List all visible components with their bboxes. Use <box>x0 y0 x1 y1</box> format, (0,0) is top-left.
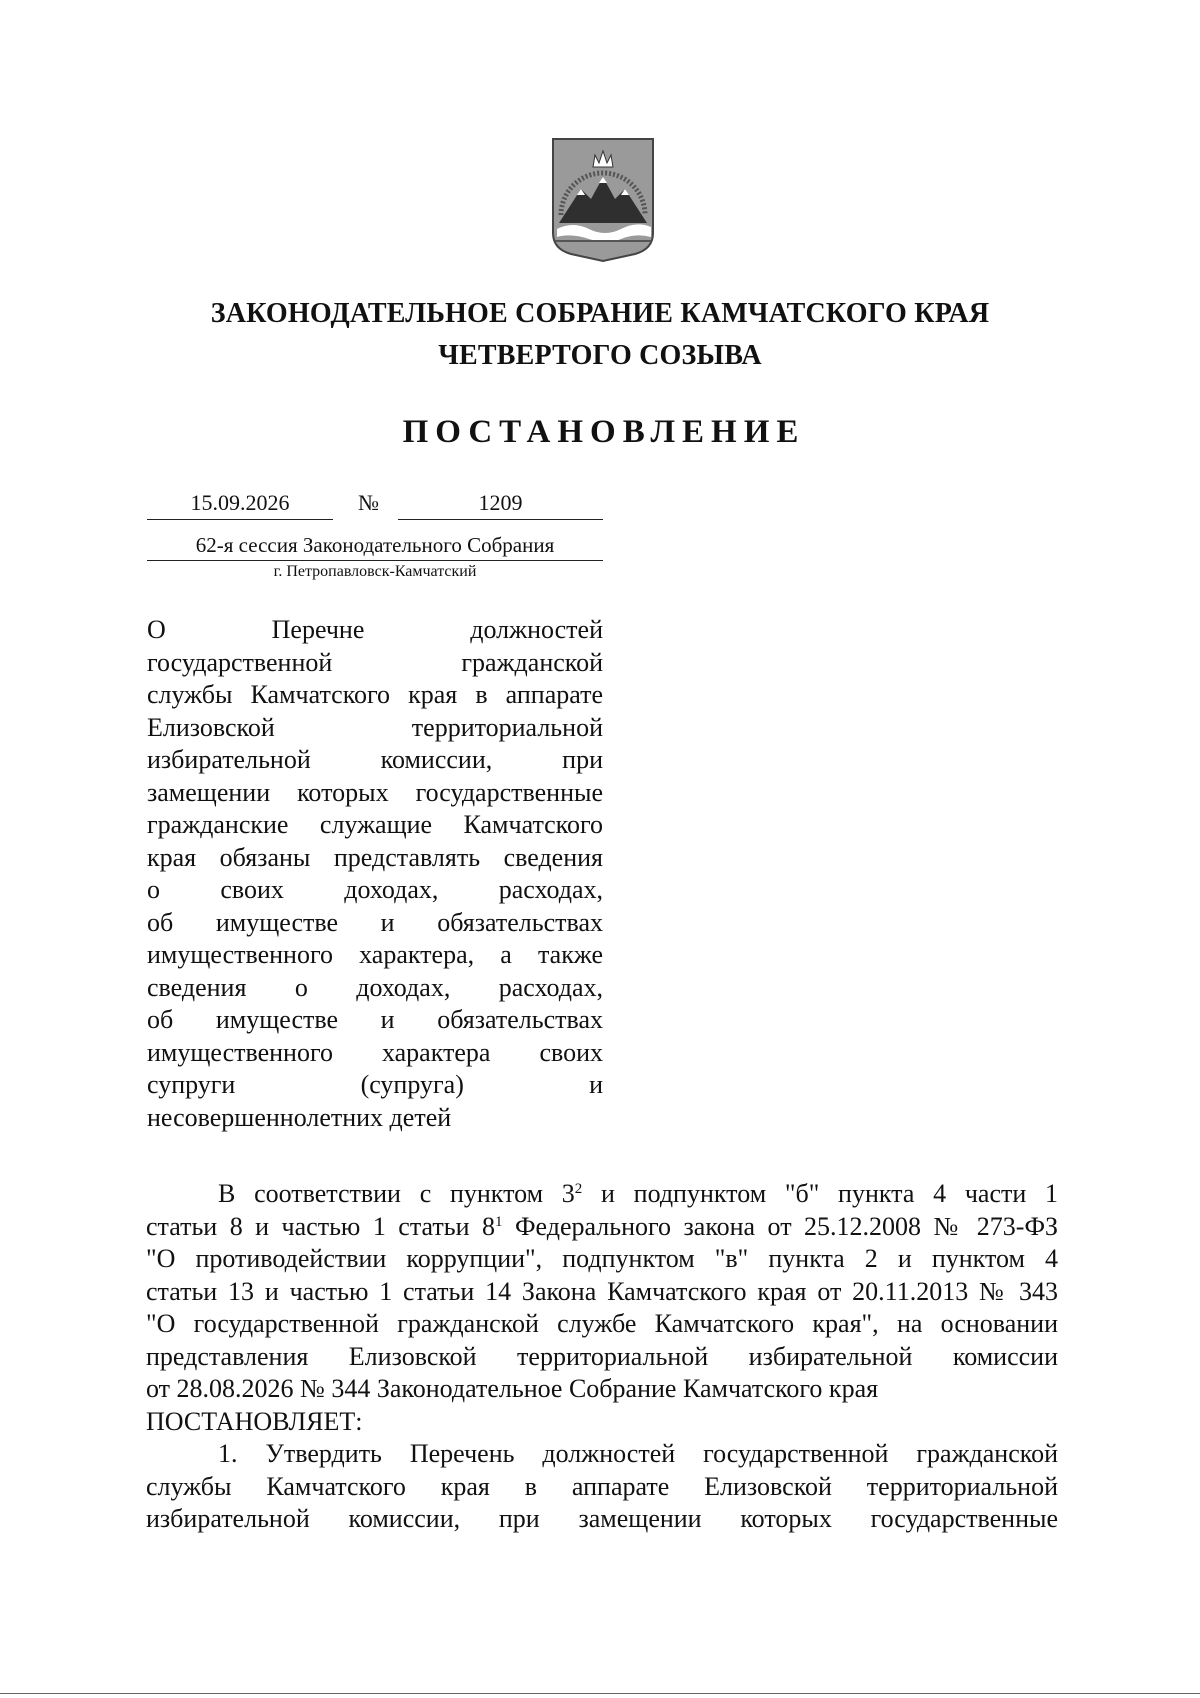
city: г. Петропавловск-Камчатский <box>273 563 477 580</box>
title-line: имущественного характера своих <box>147 1037 603 1067</box>
title-line: государственной гражданской <box>147 647 603 677</box>
document-body <box>146 1178 1058 1536</box>
body-line: В соответствии с пунктом $3^2$ и подпунктом "б" пункта 4 части 1 <box>218 1179 1058 1208</box>
body-line: 1. Утвердить Перечень должностей государственной гражданской <box>218 1439 1058 1468</box>
body-line: статьи 13 и частью 1 статьи 14 Закона Камчатского края от 20.11.2013 № 343 <box>146 1276 1058 1306</box>
session-underline <box>147 560 603 561</box>
body-line: представления Елизовской территориальной избирательной комиссии <box>146 1341 1058 1371</box>
title-line: об имуществе и обязательствах <box>147 907 603 937</box>
document-title <box>147 614 603 1134</box>
organization-name: ЗАКОНОДАТЕЛЬНОЕ СОБРАНИЕ КАМЧАТСКОГО КРАЯ <box>210 298 990 329</box>
title-line: имущественного характера, а также <box>147 940 603 969</box>
body-line: избирательной комиссии, при замещении которых государственные <box>146 1504 1058 1533</box>
resolves-keyword: ПОСТАНОВЛЯЕТ: <box>146 1406 363 1436</box>
title-line: супруги (супруга) и <box>147 1070 603 1099</box>
page-edge-line <box>0 1693 1200 1694</box>
title-line: несовершеннолетних детей <box>147 1102 452 1132</box>
title-line: службы Камчатского края в аппарате <box>147 680 603 709</box>
body-line: службы Камчатского края в аппарате Елизовской территориальной <box>146 1471 1058 1501</box>
kamchatka-coat-of-arms-icon <box>551 137 655 263</box>
body-line: статьи 8 и частью 1 статьи $8^1$ Федерального закона от 25.12.2008 № 273-ФЗ <box>146 1211 1059 1241</box>
title-line: избирательной комиссии, при <box>147 745 603 774</box>
title-line: о своих доходах, расходах, <box>147 875 603 904</box>
title-line: об имуществе и обязательствах <box>147 1005 603 1034</box>
document-type: ПОСТАНОВЛЕНИЕ <box>402 414 806 450</box>
number-underline <box>398 519 603 520</box>
body-line: "О государственной гражданской службе Камчатского края", на основании <box>146 1309 1058 1338</box>
title-line: Елизовской территориальной <box>147 712 603 742</box>
session-info: 62-я сессия Законодательного Собрания <box>195 533 555 557</box>
body-line: "О противодействии коррупции", подпунктом "в" пункта 2 и пунктом 4 <box>146 1244 1058 1273</box>
number-sign: № <box>358 490 379 515</box>
document-number: 1209 <box>478 490 523 515</box>
title-line: гражданские служащие Камчатского <box>147 810 603 839</box>
title-line: замещении которых государственные <box>147 777 603 807</box>
title-line: края обязаны представлять сведения <box>147 842 603 872</box>
title-line: О Перечне должностей <box>147 615 603 644</box>
date-underline <box>147 519 333 520</box>
convocation: ЧЕТВЕРТОГО СОЗЫВА <box>438 340 762 371</box>
document-date: 15.09.2026 <box>190 490 290 515</box>
title-line: сведения о доходах, расходах, <box>147 972 603 1002</box>
body-line: от 28.08.2026 № 344 Законодательное Собрание Камчатского края <box>146 1374 879 1403</box>
